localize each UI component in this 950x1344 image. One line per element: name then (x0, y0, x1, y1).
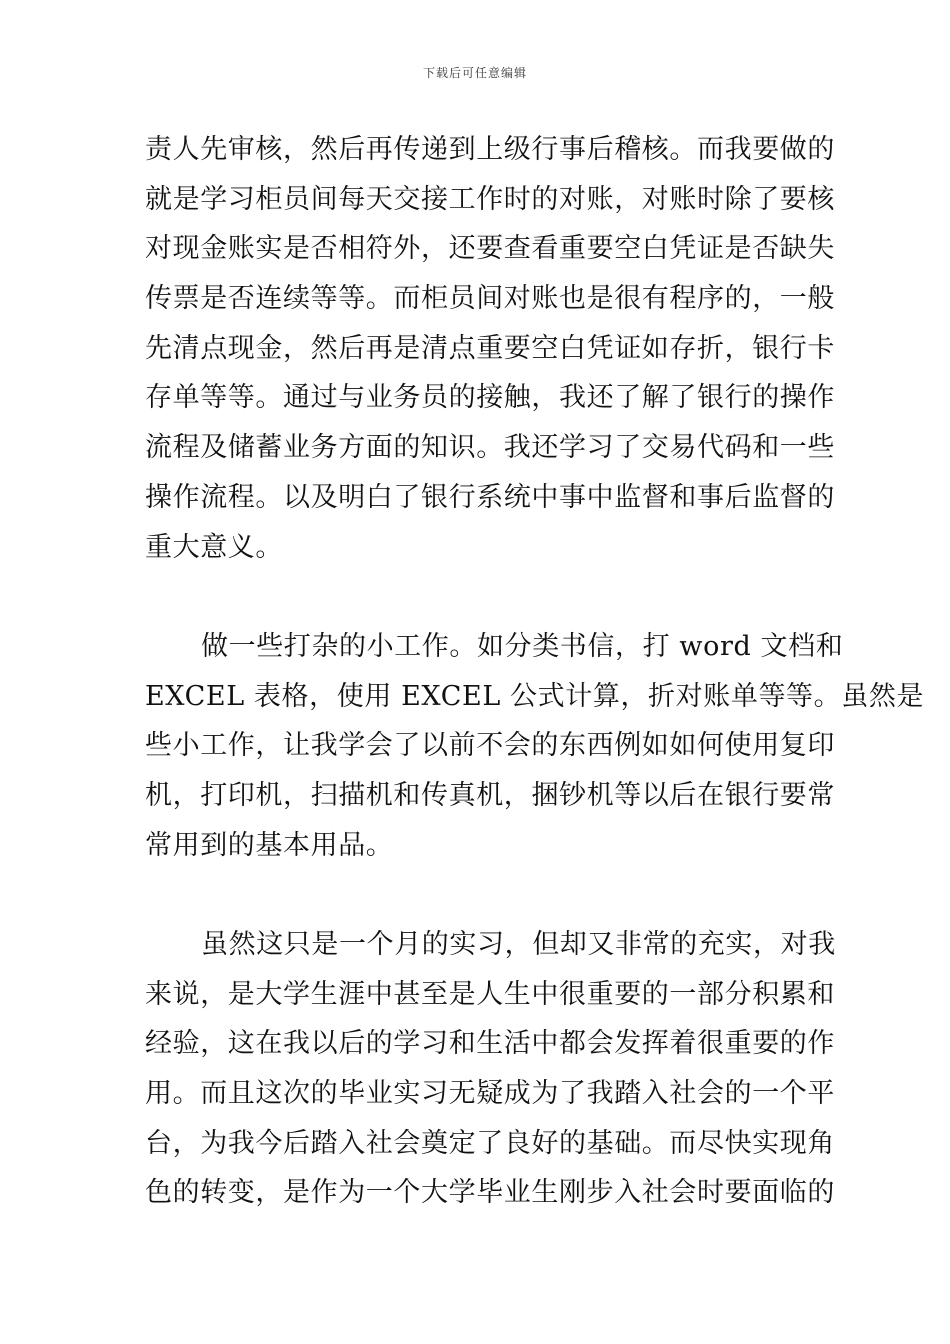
text-line: EXCEL 表格，使用 EXCEL 公式计算，折对账单等等。虽然是 (145, 680, 925, 712)
text-line: 流程及储蓄业务方面的知识。我还学习了交易代码和一些 (145, 432, 835, 464)
text-line: 存单等等。通过与业务员的接触，我还了解了银行的操作 (145, 382, 835, 414)
text-line: 些小工作，让我学会了以前不会的东西例如如何使用复印 (145, 730, 835, 762)
text-line: 对现金账实是否相符外，还要查看重要空白凭证是否缺失 (145, 233, 835, 265)
page-header: 下载后可任意编辑 (422, 66, 527, 80)
text-line: 机，打印机，扫描机和传真机，捆钞机等以后在银行要常 (145, 779, 835, 811)
paragraph (145, 125, 835, 572)
text-line: 来说，是大学生涯中甚至是人生中很重要的一部分积累和 (145, 978, 835, 1010)
paragraph-spacer (145, 572, 810, 622)
paragraph (145, 920, 836, 1218)
paragraph (145, 622, 925, 870)
document-body (145, 125, 925, 1218)
text-line: 用。而且这次的毕业实习无疑成为了我踏入社会的一个平 (145, 1078, 835, 1110)
text-line: 色的转变，是作为一个大学毕业生刚步入社会时要面临的 (145, 1177, 835, 1209)
text-line: 重大意义。 (145, 531, 283, 563)
text-line: 责人先审核，然后再传递到上级行事后稽核。而我要做的 (145, 134, 835, 165)
paragraph-spacer (145, 870, 810, 920)
text-line: 台，为我今后踏入社会奠定了良好的基础。而尽快实现角 (145, 1127, 835, 1159)
text-line: 就是学习柜员间每天交接工作时的对账，对账时除了要核 (145, 183, 835, 215)
text-line: 先清点现金，然后再是清点重要空白凭证如存折，银行卡 (145, 332, 835, 364)
text-line: 常用到的基本用品。 (145, 829, 394, 861)
text-line: 传票是否连续等等。而柜员间对账也是很有程序的，一般 (145, 283, 835, 315)
text-line: 经验，这在我以后的学习和生活中都会发挥着很重要的作 (145, 1028, 835, 1060)
text-line: 操作流程。以及明白了银行系统中事中监督和事后监督的 (145, 481, 835, 513)
text-line: 虽然这只是一个月的实习，但却又非常的充实，对我 (201, 929, 836, 960)
text-line: 做一些打杂的小工作。如分类书信，打 word 文档和 (201, 630, 844, 662)
